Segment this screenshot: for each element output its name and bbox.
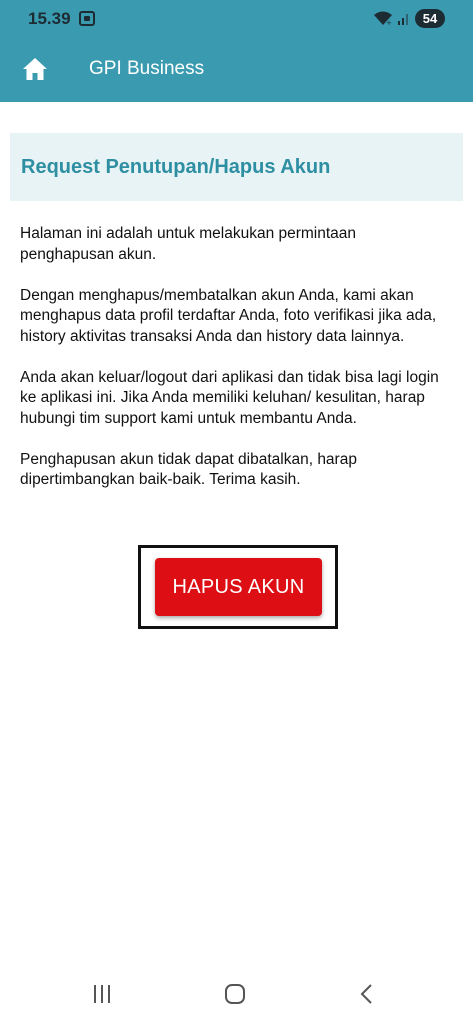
wifi-icon: [373, 10, 393, 26]
system-nav-bar: [0, 968, 473, 1024]
status-time: 15.39: [28, 9, 71, 28]
recents-icon[interactable]: [91, 985, 113, 1003]
delete-button-frame: [138, 545, 338, 629]
home-circle-icon[interactable]: [225, 984, 245, 1004]
paragraph-logout: Anda akan keluar/logout dari aplikasi dan tidak bisa lagi login ke aplikasi ini. Jika Anda memiliki keluhan/ kesulitan, harap hubungi tim support kami untuk membantu Anda.: [20, 368, 439, 427]
back-icon[interactable]: [358, 984, 374, 1004]
page-title: Request Penutupan/Hapus Akun: [21, 156, 331, 178]
paragraph-warning: Penghapusan akun tidak dapat dibatalkan, harap dipertimbangkan baik-baik. Terima kasih.: [20, 450, 357, 488]
svg-text:+: +: [386, 19, 392, 26]
home-icon[interactable]: [22, 56, 48, 82]
screenshot-icon: [79, 11, 95, 26]
app-bar: [0, 38, 473, 102]
signal-icon: [397, 10, 411, 26]
battery-indicator: 54: [415, 9, 445, 28]
status-bar: [0, 0, 473, 38]
paragraph-data-deletion: Dengan menghapus/membatalkan akun Anda, kami akan menghapus data profil terdaftar Anda, foto verifikasi jika ada, history aktivitas transaksi Anda dan history data lainnya.: [20, 286, 437, 345]
app-title: GPI Business: [89, 58, 205, 79]
page-content: [20, 224, 450, 511]
delete-account-button[interactable]: HAPUS AKUN: [155, 558, 322, 616]
paragraph-intro: Halaman ini adalah untuk melakukan permintaan penghapusan akun.: [20, 225, 357, 263]
page-header: [10, 133, 463, 201]
